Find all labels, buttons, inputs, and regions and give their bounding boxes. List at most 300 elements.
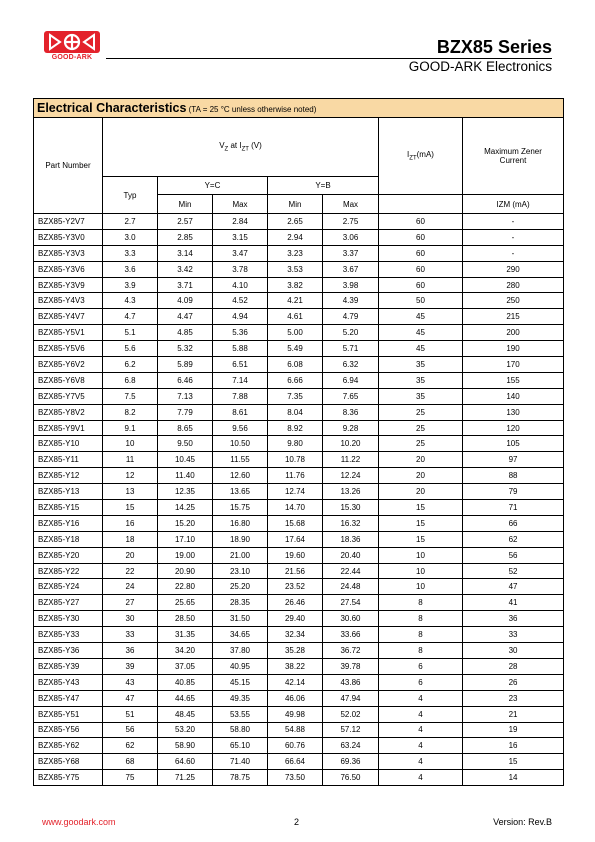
cell-part-number: BZX85-Y56: [34, 722, 103, 738]
cell-part-number: BZX85-Y12: [34, 468, 103, 484]
cell-vz-yb-min: 8.92: [268, 420, 323, 436]
cell-izm: 120: [463, 420, 564, 436]
table-row: [34, 690, 564, 706]
cell-vz-typ: 4.7: [103, 309, 158, 325]
cell-vz-yc-min: 7.13: [158, 388, 213, 404]
cell-vz-yb-min: 5.49: [268, 341, 323, 357]
cell-izt: 60: [379, 245, 463, 261]
cell-vz-typ: 4.3: [103, 293, 158, 309]
table-row: [34, 404, 564, 420]
cell-vz-yc-max: 4.10: [213, 277, 268, 293]
cell-izt: 8: [379, 643, 463, 659]
cell-izt: 35: [379, 388, 463, 404]
table-row: [34, 547, 564, 563]
cell-vz-yb-max: 6.32: [323, 357, 379, 373]
cell-part-number: BZX85-Y36: [34, 643, 103, 659]
cell-part-number: BZX85-Y3V0: [34, 229, 103, 245]
cell-izt: 10: [379, 547, 463, 563]
table-row: [34, 214, 564, 230]
cell-vz-typ: 22: [103, 563, 158, 579]
col-yc-label: Y=C: [204, 181, 221, 190]
cell-vz-yb-max: 20.40: [323, 547, 379, 563]
col-typ-label: Typ: [123, 190, 137, 200]
cell-vz-yb-min: 23.52: [268, 579, 323, 595]
table-row: [34, 515, 564, 531]
cell-part-number: BZX85-Y18: [34, 531, 103, 547]
cell-part-number: BZX85-Y5V1: [34, 325, 103, 341]
cell-izt: 4: [379, 754, 463, 770]
cell-izt: 60: [379, 261, 463, 277]
table-row: [34, 229, 564, 245]
cell-izt: 60: [379, 214, 463, 230]
cell-izt: 35: [379, 372, 463, 388]
cell-vz-yb-max: 76.50: [323, 770, 379, 786]
table-row: [34, 722, 564, 738]
cell-vz-typ: 62: [103, 738, 158, 754]
cell-vz-yb-min: 46.06: [268, 690, 323, 706]
cell-izt: 10: [379, 579, 463, 595]
cell-vz-yc-max: 40.95: [213, 658, 268, 674]
cell-vz-yc-max: 37.80: [213, 643, 268, 659]
table-row: [34, 341, 564, 357]
cell-vz-typ: 18: [103, 531, 158, 547]
cell-vz-yb-min: 29.40: [268, 611, 323, 627]
table-row: [34, 658, 564, 674]
cell-part-number: BZX85-Y4V3: [34, 293, 103, 309]
cell-vz-yc-max: 28.35: [213, 595, 268, 611]
cell-vz-yb-max: 10.20: [323, 436, 379, 452]
cell-izt: 15: [379, 500, 463, 516]
cell-vz-yc-min: 2.85: [158, 229, 213, 245]
cell-vz-yb-min: 3.53: [268, 261, 323, 277]
cell-vz-yc-max: 49.35: [213, 690, 268, 706]
table-row: [34, 420, 564, 436]
cell-vz-yc-min: 20.90: [158, 563, 213, 579]
cell-vz-yc-max: 45.15: [213, 674, 268, 690]
cell-vz-yb-min: 7.35: [268, 388, 323, 404]
cell-vz-yc-min: 58.90: [158, 738, 213, 754]
cell-vz-yc-min: 7.79: [158, 404, 213, 420]
cell-vz-yc-min: 4.47: [158, 309, 213, 325]
cell-vz-yb-max: 12.24: [323, 468, 379, 484]
cell-vz-yb-min: 54.88: [268, 722, 323, 738]
cell-vz-yb-max: 13.26: [323, 484, 379, 500]
cell-vz-yb-max: 47.94: [323, 690, 379, 706]
col-max-zener: [463, 118, 564, 195]
table-row: [34, 245, 564, 261]
cell-vz-yc-max: 25.20: [213, 579, 268, 595]
cell-vz-yb-min: 14.70: [268, 500, 323, 516]
cell-part-number: BZX85-Y8V2: [34, 404, 103, 420]
cell-vz-yc-min: 64.60: [158, 754, 213, 770]
cell-vz-yb-min: 42.14: [268, 674, 323, 690]
cell-part-number: BZX85-Y10: [34, 436, 103, 452]
table-row: [34, 579, 564, 595]
cell-vz-yc-min: 11.40: [158, 468, 213, 484]
table-row: [34, 738, 564, 754]
cell-vz-typ: 51: [103, 706, 158, 722]
cell-izt: 25: [379, 404, 463, 420]
table-row: [34, 468, 564, 484]
table-row: [34, 372, 564, 388]
cell-part-number: BZX85-Y15: [34, 500, 103, 516]
col-vz: $V_Z$ at $I_{ZT}$ (V): [103, 118, 379, 177]
cell-part-number: BZX85-Y4V7: [34, 309, 103, 325]
cell-vz-yc-max: 7.14: [213, 372, 268, 388]
cell-vz-yc-max: 7.88: [213, 388, 268, 404]
cell-part-number: BZX85-Y16: [34, 515, 103, 531]
cell-izm: -: [463, 214, 564, 230]
table-row: [34, 293, 564, 309]
cell-izt: 8: [379, 595, 463, 611]
cell-vz-yb-min: 32.34: [268, 627, 323, 643]
cell-izm: 19: [463, 722, 564, 738]
cell-izm: 66: [463, 515, 564, 531]
cell-vz-yb-max: 16.32: [323, 515, 379, 531]
cell-izm: 56: [463, 547, 564, 563]
cell-izt: 60: [379, 229, 463, 245]
cell-vz-yc-min: 22.80: [158, 579, 213, 595]
table-title-main: Electrical Characteristics: [37, 101, 187, 115]
cell-vz-yb-min: 12.74: [268, 484, 323, 500]
cell-izt: 4: [379, 738, 463, 754]
cell-vz-yb-min: 4.61: [268, 309, 323, 325]
cell-vz-yb-max: 63.24: [323, 738, 379, 754]
cell-part-number: BZX85-Y5V6: [34, 341, 103, 357]
cell-vz-yc-max: 23.10: [213, 563, 268, 579]
cell-vz-yc-min: 48.45: [158, 706, 213, 722]
cell-vz-yc-min: 5.32: [158, 341, 213, 357]
cell-vz-typ: 10: [103, 436, 158, 452]
cell-izm: 33: [463, 627, 564, 643]
cell-izt: 4: [379, 770, 463, 786]
cell-vz-typ: 39: [103, 658, 158, 674]
cell-part-number: BZX85-Y2V7: [34, 214, 103, 230]
cell-vz-yb-min: 2.94: [268, 229, 323, 245]
cell-vz-yc-max: 3.78: [213, 261, 268, 277]
table-row: [34, 261, 564, 277]
cell-vz-yc-max: 15.75: [213, 500, 268, 516]
company-name: GOOD-ARK Electronics: [408, 59, 552, 74]
cell-izm: 30: [463, 643, 564, 659]
cell-vz-yc-max: 9.56: [213, 420, 268, 436]
cell-vz-yb-min: 26.46: [268, 595, 323, 611]
cell-izm: 23: [463, 690, 564, 706]
cell-izt: 45: [379, 325, 463, 341]
table-row: [34, 357, 564, 373]
cell-vz-typ: 5.1: [103, 325, 158, 341]
cell-izm: 62: [463, 531, 564, 547]
cell-vz-typ: 7.5: [103, 388, 158, 404]
cell-vz-typ: 11: [103, 452, 158, 468]
cell-vz-yc-min: 6.46: [158, 372, 213, 388]
cell-vz-yc-max: 2.84: [213, 214, 268, 230]
cell-part-number: BZX85-Y3V6: [34, 261, 103, 277]
cell-vz-yc-min: 53.20: [158, 722, 213, 738]
cell-vz-typ: 6.2: [103, 357, 158, 373]
cell-vz-typ: 30: [103, 611, 158, 627]
cell-vz-yc-min: 12.35: [158, 484, 213, 500]
cell-izt: 8: [379, 611, 463, 627]
cell-izm: 140: [463, 388, 564, 404]
cell-part-number: BZX85-Y33: [34, 627, 103, 643]
cell-vz-yb-min: 49.98: [268, 706, 323, 722]
cell-vz-typ: 3.0: [103, 229, 158, 245]
cell-vz-yc-max: 65.10: [213, 738, 268, 754]
col-yb-min: Min: [268, 195, 323, 214]
cell-izm: 36: [463, 611, 564, 627]
cell-izt: 8: [379, 627, 463, 643]
cell-vz-yb-max: 4.79: [323, 309, 379, 325]
cell-vz-yc-max: 78.75: [213, 770, 268, 786]
cell-vz-typ: 13: [103, 484, 158, 500]
cell-vz-typ: 2.7: [103, 214, 158, 230]
col-max-zener-label: Maximum Zener Current: [484, 147, 542, 165]
cell-izt: 25: [379, 420, 463, 436]
cell-vz-yc-min: 9.50: [158, 436, 213, 452]
cell-vz-typ: 3.9: [103, 277, 158, 293]
cell-vz-yb-max: 6.94: [323, 372, 379, 388]
cell-vz-yb-min: 10.78: [268, 452, 323, 468]
cell-vz-yc-min: 34.20: [158, 643, 213, 659]
cell-vz-yc-min: 15.20: [158, 515, 213, 531]
cell-vz-yb-max: 36.72: [323, 643, 379, 659]
cell-izm: 26: [463, 674, 564, 690]
table-row: [34, 500, 564, 516]
cell-vz-yb-max: 3.98: [323, 277, 379, 293]
table-title: [34, 99, 564, 118]
table-row: [34, 325, 564, 341]
cell-vz-yb-max: 18.36: [323, 531, 379, 547]
cell-izt: 6: [379, 674, 463, 690]
cell-vz-yb-max: 27.54: [323, 595, 379, 611]
cell-izm: 28: [463, 658, 564, 674]
cell-vz-yb-max: 2.75: [323, 214, 379, 230]
cell-vz-yc-max: 3.15: [213, 229, 268, 245]
cell-part-number: BZX85-Y51: [34, 706, 103, 722]
cell-part-number: BZX85-Y11: [34, 452, 103, 468]
cell-izt: 15: [379, 531, 463, 547]
cell-vz-yc-max: 3.47: [213, 245, 268, 261]
cell-izt: 60: [379, 277, 463, 293]
cell-izm: 97: [463, 452, 564, 468]
table-row: [34, 436, 564, 452]
cell-part-number: BZX85-Y43: [34, 674, 103, 690]
col-izm: IZM (mA): [463, 195, 564, 214]
cell-izt: 35: [379, 357, 463, 373]
cell-part-number: BZX85-Y7V5: [34, 388, 103, 404]
cell-vz-yc-max: 53.55: [213, 706, 268, 722]
cell-vz-yb-min: 21.56: [268, 563, 323, 579]
cell-vz-typ: 43: [103, 674, 158, 690]
cell-izm: 215: [463, 309, 564, 325]
cell-vz-yc-max: 58.80: [213, 722, 268, 738]
cell-vz-typ: 3.3: [103, 245, 158, 261]
cell-izt: 20: [379, 484, 463, 500]
cell-izm: 88: [463, 468, 564, 484]
cell-vz-typ: 9.1: [103, 420, 158, 436]
cell-part-number: BZX85-Y62: [34, 738, 103, 754]
cell-part-number: BZX85-Y27: [34, 595, 103, 611]
col-part-number-label: Part Number: [45, 161, 91, 170]
cell-izt: 4: [379, 722, 463, 738]
cell-vz-yc-max: 71.40: [213, 754, 268, 770]
cell-izt: 6: [379, 658, 463, 674]
cell-vz-yb-max: 15.30: [323, 500, 379, 516]
cell-part-number: BZX85-Y6V2: [34, 357, 103, 373]
cell-vz-yc-max: 4.94: [213, 309, 268, 325]
cell-vz-typ: 20: [103, 547, 158, 563]
cell-vz-yb-max: 69.36: [323, 754, 379, 770]
cell-vz-yb-max: 30.60: [323, 611, 379, 627]
cell-izt: 4: [379, 690, 463, 706]
table-row: [34, 643, 564, 659]
table-row: [34, 531, 564, 547]
cell-vz-yc-min: 19.00: [158, 547, 213, 563]
cell-izm: 190: [463, 341, 564, 357]
col-izt: $I_{ZT}(mA)$: [379, 118, 463, 195]
cell-vz-yc-max: 13.65: [213, 484, 268, 500]
footer-url[interactable]: www.goodark.com: [42, 817, 116, 827]
cell-vz-yb-min: 35.28: [268, 643, 323, 659]
cell-vz-yb-min: 5.00: [268, 325, 323, 341]
cell-vz-yc-max: 11.55: [213, 452, 268, 468]
cell-vz-yb-max: 24.48: [323, 579, 379, 595]
cell-izm: 200: [463, 325, 564, 341]
cell-part-number: BZX85-Y6V8: [34, 372, 103, 388]
cell-izm: 130: [463, 404, 564, 420]
cell-vz-yc-min: 28.50: [158, 611, 213, 627]
cell-izm: 79: [463, 484, 564, 500]
cell-part-number: BZX85-Y39: [34, 658, 103, 674]
cell-vz-typ: 68: [103, 754, 158, 770]
table-row: [34, 277, 564, 293]
cell-vz-yb-max: 4.39: [323, 293, 379, 309]
cell-vz-yc-min: 8.65: [158, 420, 213, 436]
cell-part-number: BZX85-Y75: [34, 770, 103, 786]
cell-vz-yb-min: 73.50: [268, 770, 323, 786]
cell-part-number: BZX85-Y20: [34, 547, 103, 563]
table-row: [34, 770, 564, 786]
cell-vz-yb-max: 8.36: [323, 404, 379, 420]
table-row: [34, 388, 564, 404]
table-row: [34, 674, 564, 690]
cell-vz-yc-min: 71.25: [158, 770, 213, 786]
cell-vz-yc-max: 8.61: [213, 404, 268, 420]
table-row: [34, 595, 564, 611]
page-number: 2: [294, 817, 300, 827]
cell-part-number: BZX85-Y68: [34, 754, 103, 770]
cell-vz-yb-min: 66.64: [268, 754, 323, 770]
cell-izm: 14: [463, 770, 564, 786]
table-row: [34, 706, 564, 722]
cell-vz-yb-min: 4.21: [268, 293, 323, 309]
table-row: [34, 452, 564, 468]
cell-part-number: BZX85-Y24: [34, 579, 103, 595]
cell-vz-typ: 5.6: [103, 341, 158, 357]
cell-vz-yc-min: 2.57: [158, 214, 213, 230]
cell-vz-yb-max: 22.44: [323, 563, 379, 579]
col-part-number: [34, 118, 103, 214]
cell-vz-typ: 47: [103, 690, 158, 706]
cell-vz-yb-min: 17.64: [268, 531, 323, 547]
cell-vz-yb-min: 60.76: [268, 738, 323, 754]
col-yb-label: Y=B: [315, 181, 331, 190]
cell-izm: 105: [463, 436, 564, 452]
cell-vz-yc-min: 3.42: [158, 261, 213, 277]
table-body: [34, 214, 564, 786]
cell-vz-yc-max: 18.90: [213, 531, 268, 547]
col-typ: [103, 177, 158, 214]
cell-vz-yc-min: 4.85: [158, 325, 213, 341]
logo-text: GOOD-ARK: [51, 54, 93, 61]
version-label: Version: Rev.B: [493, 817, 552, 827]
cell-izm: 250: [463, 293, 564, 309]
cell-izm: 280: [463, 277, 564, 293]
cell-vz-yc-max: 21.00: [213, 547, 268, 563]
cell-vz-yc-min: 40.85: [158, 674, 213, 690]
cell-vz-yb-min: 6.08: [268, 357, 323, 373]
cell-part-number: BZX85-Y22: [34, 563, 103, 579]
cell-vz-typ: 12: [103, 468, 158, 484]
table-row: [34, 627, 564, 643]
cell-izt: 20: [379, 452, 463, 468]
col-yb: [268, 177, 379, 195]
cell-vz-yc-min: 25.65: [158, 595, 213, 611]
cell-vz-yb-max: 3.06: [323, 229, 379, 245]
cell-izm: 47: [463, 579, 564, 595]
series-title: BZX85 Series: [436, 37, 552, 57]
cell-vz-yc-min: 31.35: [158, 627, 213, 643]
cell-vz-yb-max: 43.86: [323, 674, 379, 690]
cell-vz-yb-min: 9.80: [268, 436, 323, 452]
col-yc-min: Min: [158, 195, 213, 214]
cell-vz-yb-max: 11.22: [323, 452, 379, 468]
cell-izm: 155: [463, 372, 564, 388]
table-row: [34, 754, 564, 770]
cell-izm: -: [463, 245, 564, 261]
cell-vz-yb-min: 3.23: [268, 245, 323, 261]
cell-vz-yc-min: 17.10: [158, 531, 213, 547]
cell-vz-yb-max: 33.66: [323, 627, 379, 643]
cell-vz-typ: 6.8: [103, 372, 158, 388]
cell-part-number: BZX85-Y13: [34, 484, 103, 500]
cell-izm: 16: [463, 738, 564, 754]
cell-izt: 10: [379, 563, 463, 579]
cell-part-number: BZX85-Y47: [34, 690, 103, 706]
cell-vz-typ: 16: [103, 515, 158, 531]
cell-izm: -: [463, 229, 564, 245]
cell-vz-yc-min: 5.89: [158, 357, 213, 373]
cell-vz-typ: 36: [103, 643, 158, 659]
cell-vz-yb-min: 8.04: [268, 404, 323, 420]
cell-vz-typ: 24: [103, 579, 158, 595]
cell-vz-yc-max: 5.36: [213, 325, 268, 341]
col-yc-max: Max: [213, 195, 268, 214]
cell-vz-yb-max: 39.78: [323, 658, 379, 674]
cell-izt: 25: [379, 436, 463, 452]
table-row: [34, 484, 564, 500]
cell-izt: 20: [379, 468, 463, 484]
table-row: [34, 309, 564, 325]
table-title-note: (TA = 25 °C unless otherwise noted): [188, 105, 317, 114]
cell-vz-yb-min: 6.66: [268, 372, 323, 388]
cell-vz-yc-min: 3.14: [158, 245, 213, 261]
cell-izt: 50: [379, 293, 463, 309]
cell-vz-yb-min: 2.65: [268, 214, 323, 230]
electrical-characteristics-table: [33, 98, 563, 786]
cell-vz-typ: 56: [103, 722, 158, 738]
